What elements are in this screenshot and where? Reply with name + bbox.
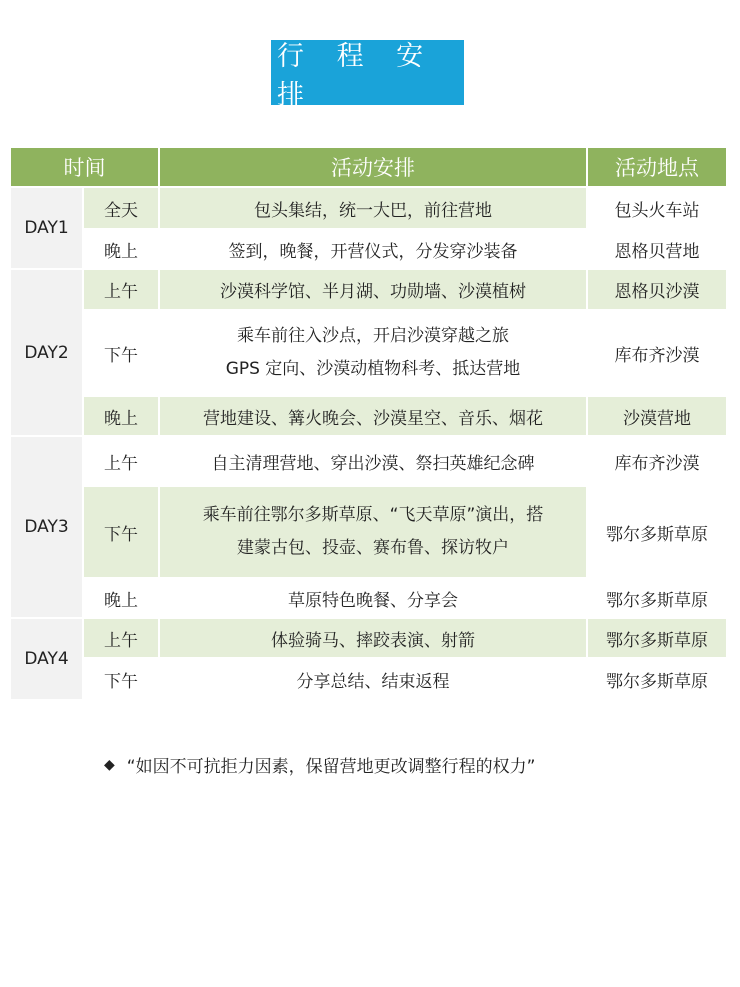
table-header-row [10, 147, 727, 187]
location-cell: 恩格贝沙漠 [587, 269, 727, 310]
location-cell: 包头火车站 [587, 187, 727, 229]
table-row [10, 310, 727, 396]
location-cell: 库布齐沙漠 [587, 436, 727, 486]
table-row [10, 618, 727, 658]
disclaimer-text: “如因不可抗拒力因素，保留营地更改调整行程的权力” [126, 757, 536, 777]
time-cell: 上午 [83, 436, 159, 486]
table-row [10, 578, 727, 618]
time-cell: 全天 [83, 187, 159, 229]
activity-cell: 营地建设、篝火晚会、沙漠星空、音乐、烟花 [159, 396, 587, 436]
diamond-bullet-icon: ◆ [104, 756, 115, 773]
activity-line: 乘车前往入沙点，开启沙漠穿越之旅 [237, 326, 509, 346]
activity-line: GPS 定向、沙漠动植物科考、抵达营地 [225, 359, 521, 379]
activity-cell: 草原特色晚餐、分享会 [159, 578, 587, 618]
time-cell: 下午 [83, 658, 159, 700]
table-row [10, 187, 727, 229]
table-row [10, 436, 727, 486]
time-cell: 下午 [83, 486, 159, 578]
day-label: DAY3 [10, 436, 83, 618]
time-cell: 下午 [83, 310, 159, 396]
table-row [10, 658, 727, 700]
activity-cell [159, 310, 587, 396]
location-cell: 鄂尔多斯草原 [587, 486, 727, 578]
header-time: 时间 [10, 147, 159, 187]
time-cell: 上午 [83, 269, 159, 310]
activity-cell: 体验骑马、摔跤表演、射箭 [159, 618, 587, 658]
activity-cell: 签到，晚餐，开营仪式，分发穿沙装备 [159, 229, 587, 269]
table-row [10, 269, 727, 310]
location-cell: 鄂尔多斯草原 [587, 618, 727, 658]
header-activity: 活动安排 [159, 147, 587, 187]
time-cell: 晚上 [83, 396, 159, 436]
location-cell: 沙漠营地 [587, 396, 727, 436]
page-title: 行 程 安 排 [271, 40, 464, 105]
location-cell: 鄂尔多斯草原 [587, 578, 727, 618]
activity-line: 建蒙古包、投壶、赛布鲁、探访牧户 [237, 538, 509, 558]
time-cell: 晚上 [83, 229, 159, 269]
activity-cell: 沙漠科学馆、半月湖、功勋墙、沙漠植树 [159, 269, 587, 310]
activity-cell: 分享总结、结束返程 [159, 658, 587, 700]
activity-cell: 自主清理营地、穿出沙漠、祭扫英雄纪念碑 [159, 436, 587, 486]
day-label: DAY2 [10, 269, 83, 436]
table-row [10, 486, 727, 578]
activity-cell: 包头集结，统一大巴，前往营地 [159, 187, 587, 229]
header-location: 活动地点 [587, 147, 727, 187]
activity-cell [159, 486, 587, 578]
day-label: DAY4 [10, 618, 83, 700]
table-row [10, 229, 727, 269]
table-row [10, 396, 727, 436]
day-label: DAY1 [10, 187, 83, 269]
location-cell: 恩格贝营地 [587, 229, 727, 269]
location-cell: 库布齐沙漠 [587, 310, 727, 396]
activity-line: 乘车前往鄂尔多斯草原、“飞天草原”演出，搭 [202, 505, 544, 525]
time-cell: 上午 [83, 618, 159, 658]
disclaimer-note [104, 752, 535, 777]
location-cell: 鄂尔多斯草原 [587, 658, 727, 700]
time-cell: 晚上 [83, 578, 159, 618]
schedule-table [9, 146, 728, 701]
